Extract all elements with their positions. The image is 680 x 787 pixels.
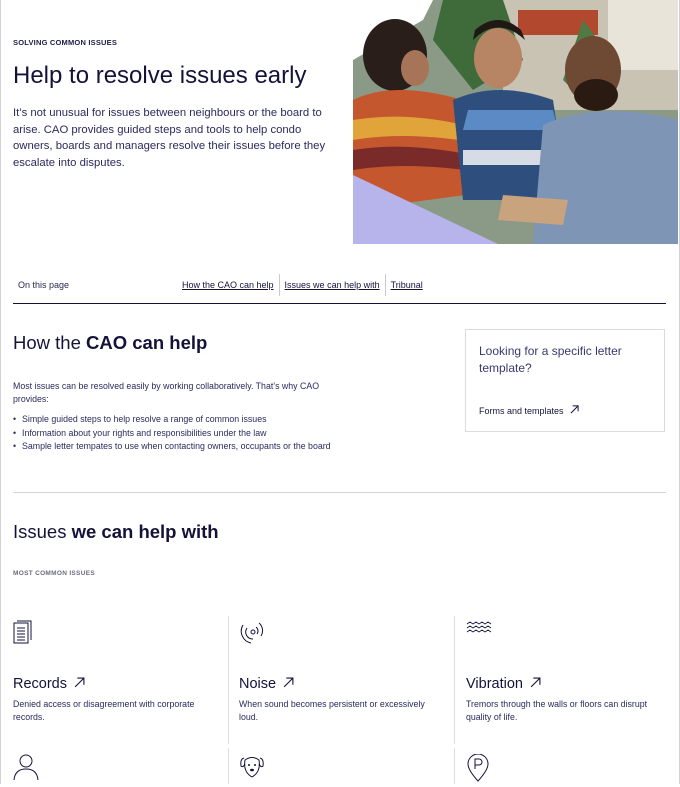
on-this-page-label: On this page (18, 280, 70, 290)
nav-link-tribunal[interactable]: Tribunal (390, 280, 423, 290)
tile-description: Denied access or disagreement with corporate records. (13, 699, 195, 722)
arrow-up-right-icon (283, 676, 294, 692)
how-intro-text: Most issues can be resolved easily by working collaboratively. That’s why CAO provides: (13, 381, 320, 404)
tile-description: When sound becomes persistent or excessively loud. (239, 699, 425, 722)
on-this-page-nav (177, 274, 428, 296)
issue-tile-vibration[interactable] (466, 620, 680, 750)
list-item: • Information about your rights and responsibilities under the law (13, 427, 333, 440)
hero-description: It’s not unusual for issues between neighbours or the board to arise. CAO provides guided steps and tools to help condo owners, boards and managers resolve their issues before they escalate into disputes. (13, 107, 326, 169)
tile-description: Tremors through the walls or floors can disrupt quality of life. (466, 699, 648, 722)
heading-bold-part: we can help with (71, 521, 219, 542)
tile-title-text: Vibration (466, 676, 523, 692)
nav-link-how-cao-can-help[interactable]: How the CAO can help (177, 274, 280, 296)
arrow-up-right-icon (530, 676, 541, 692)
issue-tile-noise[interactable] (239, 620, 454, 750)
nav-link-issues-we-can-help-with[interactable]: Issues we can help with (280, 274, 386, 296)
section-divider (13, 303, 666, 304)
issues-heading (13, 521, 219, 543)
link-label: Forms and templates (479, 405, 564, 416)
arrow-up-right-icon (570, 405, 579, 416)
card-title: Looking for a specific letter template? (479, 344, 622, 375)
how-cao-can-help-heading (13, 332, 207, 354)
most-common-issues-label: MOST COMMON ISSUES (13, 570, 95, 577)
tile-title-text: Records (13, 676, 67, 692)
tile-divider (454, 616, 455, 744)
person-icon (13, 753, 39, 786)
forms-and-templates-link[interactable] (479, 405, 579, 416)
dog-icon (239, 754, 265, 785)
tile-title (466, 676, 541, 692)
letter-template-card (465, 329, 665, 432)
tile-title-text: Noise (239, 676, 277, 692)
tile-title (13, 676, 85, 692)
tile-divider (228, 616, 229, 744)
hero-image (353, 0, 678, 244)
list-item: • Simple guided steps to help resolve a range of common issues (13, 413, 333, 426)
heading-light-part: How the (13, 332, 87, 353)
heading-light-part: Issues (13, 521, 72, 542)
heading-bold-part: CAO can help (86, 332, 208, 353)
list-item: • Sample letter tempates to use when contacting owners, occupants or the board (13, 440, 333, 453)
arrow-up-right-icon (74, 676, 85, 692)
hero-eyebrow: SOLVING COMMON ISSUES (13, 38, 118, 47)
hero-photo-illustration (353, 0, 678, 244)
tile-divider (228, 748, 229, 784)
tile-divider (454, 748, 455, 784)
issue-tile-records[interactable] (13, 620, 228, 750)
section-divider (13, 492, 666, 493)
how-bullet-list (13, 413, 333, 454)
tile-title (239, 676, 294, 692)
vibration-icon (466, 620, 492, 648)
parking-icon (466, 754, 490, 787)
sound-waves-icon (239, 620, 265, 648)
page-title: Help to resolve issues early (13, 62, 307, 89)
document-icon (13, 620, 39, 648)
